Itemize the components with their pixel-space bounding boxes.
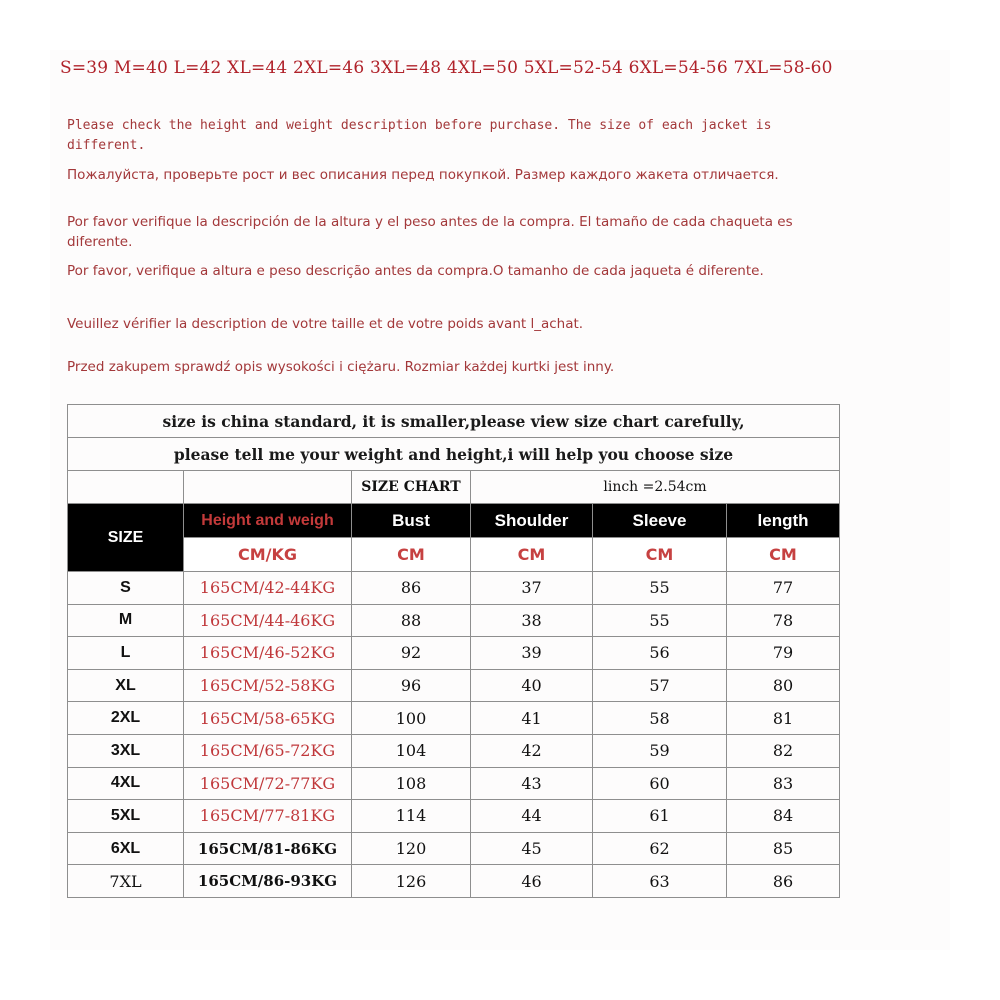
height-weight-cell: 165CM/72-77KG [184, 767, 352, 800]
length-cell: 83 [727, 767, 840, 800]
bust-cell: 114 [352, 800, 471, 833]
height-weight-cell: 165CM/44-46KG [184, 604, 352, 637]
inch-conversion-note: linch =2.54cm [471, 471, 840, 504]
bust-cell: 92 [352, 637, 471, 670]
header-size: SIZE [68, 504, 184, 572]
size-cell: L [68, 637, 184, 670]
shoulder-cell: 41 [471, 702, 593, 735]
size-cell: 5XL [68, 800, 184, 833]
header-sleeve: Sleeve [593, 504, 727, 538]
sleeve-cell: 56 [593, 637, 727, 670]
bust-cell: 108 [352, 767, 471, 800]
table-row [68, 702, 840, 735]
height-weight-cell: 165CM/81-86KG [184, 832, 352, 865]
length-cell: 82 [727, 734, 840, 767]
height-weight-cell: 165CM/77-81KG [184, 800, 352, 833]
length-cell: 84 [727, 800, 840, 833]
shoulder-cell: 42 [471, 734, 593, 767]
size-chart-label: SIZE CHART [352, 471, 471, 504]
sleeve-cell: 59 [593, 734, 727, 767]
header-height-weight: Height and weigh [184, 504, 352, 538]
sleeve-cell: 57 [593, 669, 727, 702]
length-cell: 77 [727, 572, 840, 605]
header-length: length [727, 504, 840, 538]
bust-cell: 120 [352, 832, 471, 865]
sleeve-cell: 55 [593, 572, 727, 605]
sleeve-cell: 61 [593, 800, 727, 833]
length-cell: 85 [727, 832, 840, 865]
size-cell: XL [68, 669, 184, 702]
size-cell: M [68, 604, 184, 637]
table-row [68, 604, 840, 637]
size-cell: 7XL [68, 865, 184, 898]
shoulder-cell: 46 [471, 865, 593, 898]
banner-line-2: please tell me your weight and height,i will help you choose size [68, 438, 840, 471]
table-row [68, 637, 840, 670]
height-weight-cell: 165CM/52-58KG [184, 669, 352, 702]
height-weight-cell: 165CM/65-72KG [184, 734, 352, 767]
blank-cell [68, 471, 184, 504]
length-cell: 86 [727, 865, 840, 898]
blank-cell [184, 471, 352, 504]
unit-height-weight: CM/KG [184, 538, 352, 572]
length-cell: 78 [727, 604, 840, 637]
size-cell: 6XL [68, 832, 184, 865]
sleeve-cell: 62 [593, 832, 727, 865]
shoulder-cell: 40 [471, 669, 593, 702]
bust-cell: 86 [352, 572, 471, 605]
unit-length: CM [727, 538, 840, 572]
unit-bust: CM [352, 538, 471, 572]
notice-spanish: Por favor verifique la descripción de la altura y el peso antes de la compra. El tamaño de cada chaqueta es diferente. [67, 214, 793, 250]
unit-shoulder: CM [471, 538, 593, 572]
table-row [68, 865, 840, 898]
notice-portuguese: Por favor, verifique a altura e peso descrição antes da compra.O tamanho de cada jaqueta é diferente. [67, 263, 764, 279]
bust-cell: 88 [352, 604, 471, 637]
sleeve-cell: 58 [593, 702, 727, 735]
height-weight-cell: 165CM/46-52KG [184, 637, 352, 670]
notice-russian: Пожалуйста, проверьте рост и вес описания перед покупкой. Размер каждого жакета отличается. [67, 167, 779, 183]
length-cell: 81 [727, 702, 840, 735]
header-shoulder: Shoulder [471, 504, 593, 538]
notice-english: Please check the height and weight description before purchase. The size of each jacket is different. [67, 118, 772, 153]
unit-sleeve: CM [593, 538, 727, 572]
table-row [68, 767, 840, 800]
size-cell: 3XL [68, 734, 184, 767]
banner-line-1: size is china standard, it is smaller,please view size chart carefully, [68, 405, 840, 438]
size-chart-table [67, 404, 840, 898]
table-row [68, 669, 840, 702]
length-cell: 80 [727, 669, 840, 702]
height-weight-cell: 165CM/86-93KG [184, 865, 352, 898]
bust-cell: 104 [352, 734, 471, 767]
length-cell: 79 [727, 637, 840, 670]
size-cell: 4XL [68, 767, 184, 800]
sleeve-cell: 63 [593, 865, 727, 898]
header-bust: Bust [352, 504, 471, 538]
shoulder-cell: 37 [471, 572, 593, 605]
shoulder-cell: 43 [471, 767, 593, 800]
sleeve-cell: 55 [593, 604, 727, 637]
sleeve-cell: 60 [593, 767, 727, 800]
bust-cell: 96 [352, 669, 471, 702]
size-mapping-line: S=39 M=40 L=42 XL=44 2XL=46 3XL=48 4XL=50 5XL=52-54 6XL=54-56 7XL=58-60 [60, 58, 833, 78]
shoulder-cell: 39 [471, 637, 593, 670]
bust-cell: 100 [352, 702, 471, 735]
shoulder-cell: 44 [471, 800, 593, 833]
table-row [68, 734, 840, 767]
notice-polish: Przed zakupem sprawdź opis wysokości i ciężaru. Rozmiar każdej kurtki jest inny. [67, 359, 615, 375]
table-row [68, 832, 840, 865]
table-row [68, 572, 840, 605]
height-weight-cell: 165CM/58-65KG [184, 702, 352, 735]
shoulder-cell: 45 [471, 832, 593, 865]
size-cell: 2XL [68, 702, 184, 735]
bust-cell: 126 [352, 865, 471, 898]
table-row [68, 800, 840, 833]
shoulder-cell: 38 [471, 604, 593, 637]
height-weight-cell: 165CM/42-44KG [184, 572, 352, 605]
size-cell: S [68, 572, 184, 605]
notice-french: Veuillez vérifier la description de votre taille et de votre poids avant l_achat. [67, 316, 584, 332]
